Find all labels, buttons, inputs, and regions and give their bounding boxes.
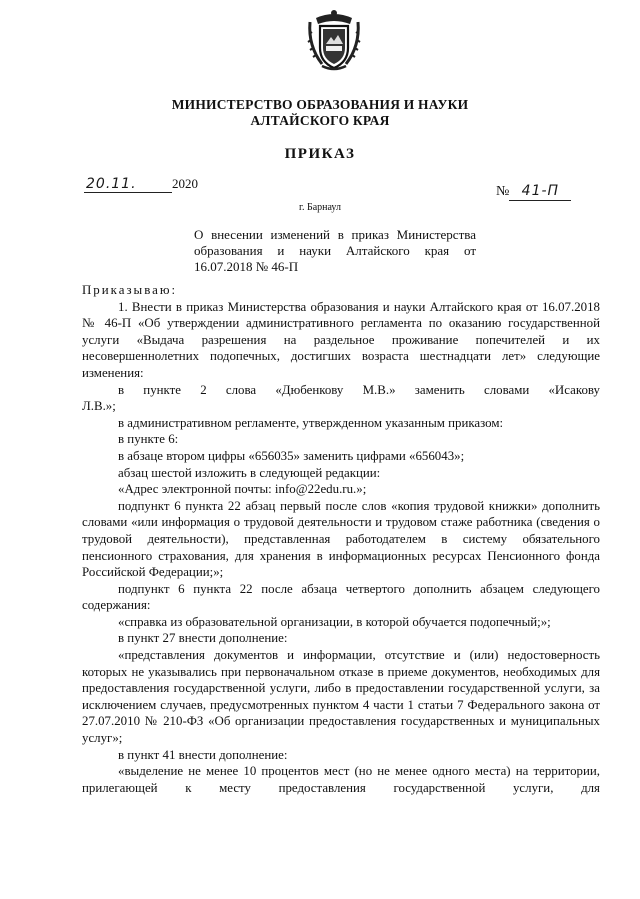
number-prefix: № — [496, 184, 510, 199]
handwritten-date: 20.11. — [86, 176, 137, 192]
handwritten-number: 41-П — [521, 183, 560, 199]
document-subject: О внесении изменений в приказ Министерства образования и науки Алтайского края от 16.07.2018 № 46-П — [194, 227, 476, 274]
paragraph-13: в пункт 41 внести дополнение: — [118, 747, 288, 762]
ministry-name-line2: АЛТАЙСКОГО КРАЯ — [250, 113, 390, 128]
paragraph-2: в пункте 2 слова «Дюбенкову М.В.» заменить словами «Исакову Л.В.»; — [82, 382, 600, 414]
document-type-title: ПРИКАЗ — [284, 146, 356, 162]
document-year: 2020 — [172, 176, 198, 191]
paragraph-11: в пункт 27 внести дополнение: — [118, 631, 288, 646]
ministry-name-line1: МИНИСТЕРСТВО ОБРАЗОВАНИЯ И НАУКИ — [171, 97, 469, 112]
document-body — [82, 282, 600, 796]
paragraph-9: подпункт 6 пункта 22 после абзаца четвертого дополнить абзацем следующего содержания: — [82, 581, 600, 613]
altai-krai-coat-of-arms-icon — [306, 4, 362, 72]
document-date — [84, 176, 198, 193]
paragraph-6: абзац шестой изложить в следующей редакции: — [118, 465, 381, 480]
paragraph-3: в административном регламенте, утвержденном указанным приказом: — [118, 415, 504, 430]
document-city: г. Барнаул — [299, 202, 341, 213]
paragraph-8: подпункт 6 пункта 22 абзац первый после слов «копия трудовой книжки» дополнить словами «или информация о трудовой деятельности и трудовом стаже работника (сведения о трудовой деятельности), представленная работодателем в систему обязательного пенсионного страхования, для хранения в информационных ресурсах Пенсионного фонда Российской Федерации;»; — [82, 498, 600, 580]
order-intro: Приказываю: — [82, 283, 178, 297]
paragraph-14: «выделение не менее 10 процентов мест (но не менее одного места) на территории, прилегающей к месту предоставления государственной услуги, для — [82, 764, 600, 795]
paragraph-10: «справка из образовательной организации, в которой обучается подопечный;»; — [118, 614, 551, 629]
paragraph-1: 1. Внести в приказ Министерства образования и науки Алтайского края от 16.07.2018 № 46-П «Об утверждении административного регламента по оказанию государственной услуги «Выдача разрешения на раздельное проживание попечителей и их несовершеннолетних подопечных, достигших возраста шестнадцати лет» следующие изменения: — [82, 299, 600, 380]
document-number — [496, 183, 571, 201]
paragraph-4: в пункте 6: — [118, 432, 179, 447]
paragraph-12: «представления документов и информации, отсутствие и (или) недостоверность которых не указывались при первоначальном отказе в приеме документов, необходимых для предоставления государственной услуги, либо в предоставлении государственной услуги, за исключением случаев, предусмотренных пунктом 4 части 1 статьи 7 Федерального закона от 27.07.2010 № 210-ФЗ «Об организации предоставления государственных и муниципальных услуг»; — [82, 648, 600, 746]
paragraph-5: в абзаце втором цифры «656035» заменить цифрами «656043»; — [118, 448, 465, 463]
paragraph-7: «Адрес электронной почты: info@22edu.ru.»; — [118, 482, 367, 497]
